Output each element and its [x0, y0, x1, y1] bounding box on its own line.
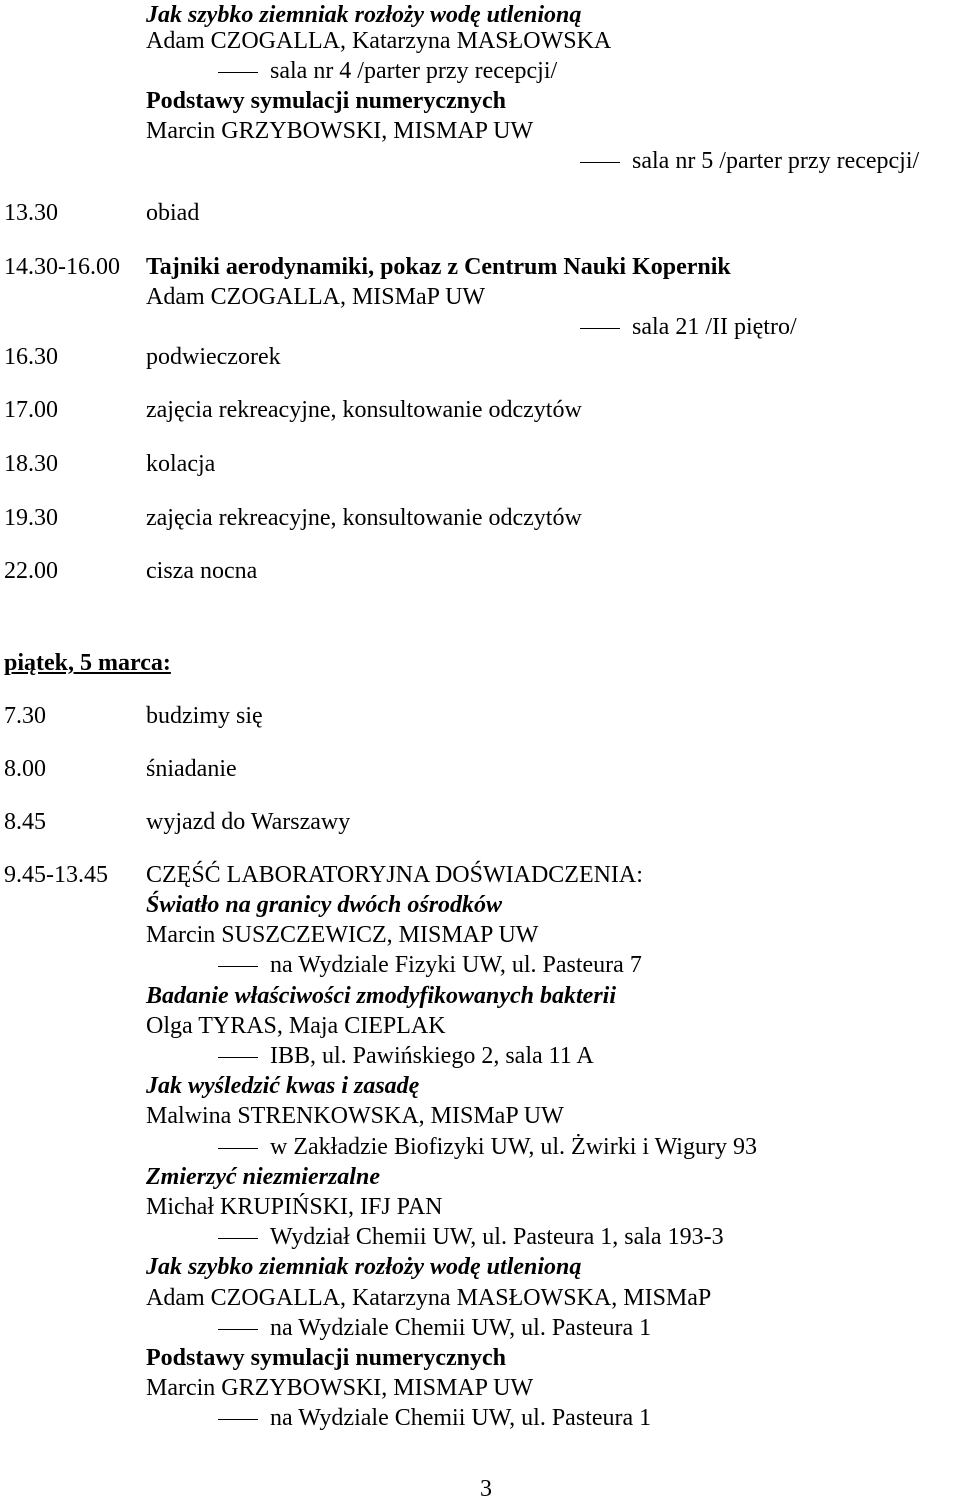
talk-title: Jak szybko ziemniak rozłoży wodę utlenioną [146, 1254, 582, 1280]
talk-location: na Wydziale Chemii UW, ul. Pasteura 1 [218, 1313, 651, 1343]
talk-speakers: Adam CZOGALLA, Katarzyna MASŁOWSKA, MISMaP [146, 1285, 712, 1311]
talk-speakers: Marcin GRZYBOWSKI, MISMAP UW [146, 1375, 534, 1401]
schedule-time: 8.45 [4, 809, 46, 835]
schedule-time: 22.00 [4, 558, 58, 584]
schedule-time: 19.30 [4, 505, 58, 531]
schedule-time: 8.00 [4, 756, 46, 782]
talk-title: Badanie właściwości zmodyfikowanych bakterii [146, 983, 617, 1009]
schedule-event: Tajniki aerodynamiki, pokaz z Centrum Nauki Kopernik [146, 254, 731, 280]
talk-speakers: Malwina STRENKOWSKA, MISMaP UW [146, 1103, 564, 1129]
talk-title: Podstawy symulacji numerycznych [146, 88, 506, 114]
talk-location: sala nr 5 /parter przy recepcji/ [580, 146, 919, 176]
schedule-time: 16.30 [4, 344, 58, 370]
schedule-event: zajęcia rekreacyjne, konsultowanie odczytów [146, 397, 582, 423]
schedule-event: śniadanie [146, 756, 237, 782]
talk-title: Jak szybko ziemniak rozłoży wodę utlenioną [146, 2, 582, 28]
talk-title: Zmierzyć niezmierzalne [146, 1164, 380, 1190]
schedule-time: 13.30 [4, 200, 58, 226]
schedule-event: budzimy się [146, 703, 263, 729]
talk-title: Światło na granicy dwóch ośrodków [146, 892, 503, 918]
talk-speakers: Michał KRUPIŃSKI, IFJ PAN [146, 1194, 443, 1220]
schedule-time: 9.45-13.45 [4, 862, 108, 888]
schedule-time: 18.30 [4, 451, 58, 477]
talk-speakers: Marcin GRZYBOWSKI, MISMAP UW [146, 118, 534, 144]
schedule-time: 17.00 [4, 397, 58, 423]
talk-location: na Wydziale Fizyki UW, ul. Pasteura 7 [218, 950, 642, 980]
talk-speakers: Olga TYRAS, Maja CIEPLAK [146, 1013, 446, 1039]
talk-location: Wydział Chemii UW, ul. Pasteura 1, sala 193-3 [218, 1222, 724, 1252]
day-heading: piątek, 5 marca: [4, 650, 171, 676]
schedule-event: obiad [146, 200, 200, 226]
schedule-event: wyjazd do Warszawy [146, 809, 351, 835]
schedule-event: CZĘŚĆ LABORATORYJNA DOŚWIADCZENIA: [146, 862, 643, 888]
talk-location: IBB, ul. Pawińskiego 2, sala 11 A [218, 1041, 594, 1071]
talk-title: Podstawy symulacji numerycznych [146, 1345, 506, 1371]
schedule-event: zajęcia rekreacyjne, konsultowanie odczytów [146, 505, 582, 531]
schedule-event: kolacja [146, 451, 216, 477]
page-number: 3 [480, 1476, 492, 1502]
talk-speakers: Adam CZOGALLA, MISMaP UW [146, 284, 486, 310]
schedule-time: 14.30-16.00 [4, 254, 120, 280]
talk-location: na Wydziale Chemii UW, ul. Pasteura 1 [218, 1403, 651, 1433]
talk-location: sala 21 /II piętro/ [580, 312, 797, 342]
talk-speakers: Adam CZOGALLA, Katarzyna MASŁOWSKA [146, 28, 612, 54]
talk-location: w Zakładzie Biofizyki UW, ul. Żwirki i Wigury 93 [218, 1132, 757, 1162]
talk-title: Jak wyśledzić kwas i zasadę [146, 1073, 420, 1099]
schedule-event: podwieczorek [146, 344, 281, 370]
talk-speakers: Marcin SUSZCZEWICZ, MISMAP UW [146, 922, 539, 948]
talk-location: sala nr 4 /parter przy recepcji/ [218, 56, 557, 86]
schedule-event: cisza nocna [146, 558, 258, 584]
schedule-time: 7.30 [4, 703, 46, 729]
